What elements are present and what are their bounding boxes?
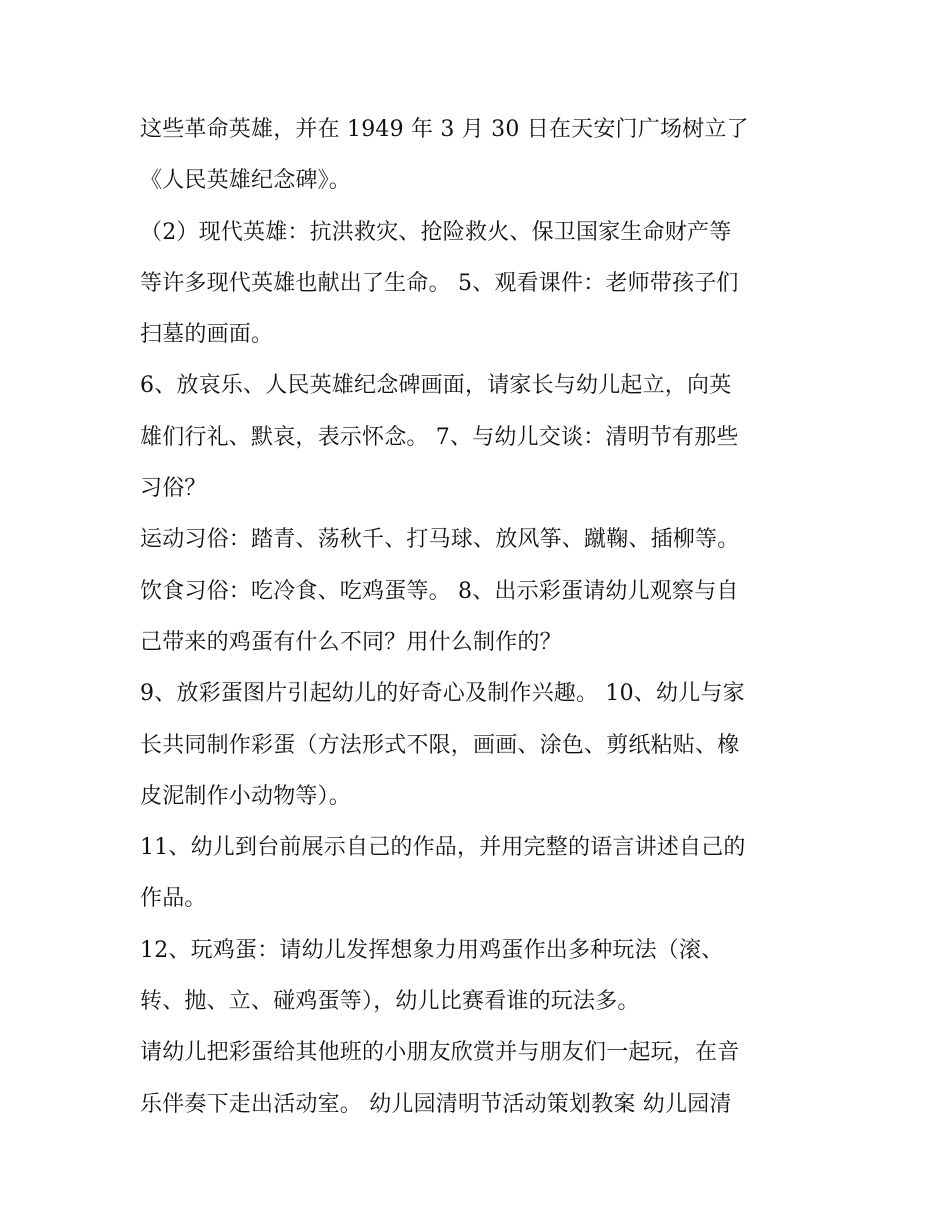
text-line: 9、放彩蛋图片引起幼儿的好奇心及制作兴趣。 10、幼儿与家: [140, 681, 745, 707]
text-line: 这些革命英雄，并在 1949 年 3 月 30 日在天安门广场树立了: [140, 117, 749, 142]
text-line: 转、抛、立、碰鸡蛋等），幼儿比赛看谁的玩法多。: [140, 989, 640, 1015]
text-line: 作品。: [140, 886, 207, 912]
text-line: 11、幼儿到台前展示自己的作品，并用完整的语言讲述自己的: [140, 835, 746, 861]
text-line: 6、放哀乐、人民英雄纪念碑画面，请家长与幼儿起立，向英: [140, 373, 732, 399]
text-line: 雄们行礼、默哀，表示怀念。 7、与幼儿交谈：清明节有那些: [140, 424, 739, 450]
text-line: 乐伴奏下走出活动室。 幼儿园清明节活动策划教案 幼儿园清: [140, 1091, 732, 1117]
text-line: 《人民英雄纪念碑》。: [140, 168, 352, 194]
document-body: [140, 104, 830, 1130]
text-line: 扫墓的画面。: [140, 322, 274, 348]
text-line: 请幼儿把彩蛋给其他班的小朋友欣赏并与朋友们一起玩，在音: [140, 1040, 740, 1066]
text-line: 等许多现代英雄也献出了生命。 5、观看课件：老师带孩子们: [140, 270, 739, 296]
text-line: 12、玩鸡蛋：请幼儿发挥想象力用鸡蛋作出多种玩法（滚、: [140, 937, 724, 963]
text-line: 运动习俗：踏青、荡秋千、打马球、放风筝、蹴鞠、插柳等。: [140, 527, 740, 553]
text-line: 皮泥制作小动物等）。: [140, 783, 352, 809]
text-line: 长共同制作彩蛋（方法形式不限，画画、涂色、剪纸粘贴、橡: [140, 732, 740, 758]
text-line: （2）现代英雄：抗洪救灾、抢险救火、保卫国家生命财产等: [140, 219, 732, 245]
text-line: 习俗？: [140, 476, 207, 502]
text-line: 饮食习俗：吃冷食、吃鸡蛋等。 8、出示彩蛋请幼儿观察与自: [140, 578, 739, 604]
text-line: 己带来的鸡蛋有什么不同？用什么制作的？: [140, 629, 562, 655]
